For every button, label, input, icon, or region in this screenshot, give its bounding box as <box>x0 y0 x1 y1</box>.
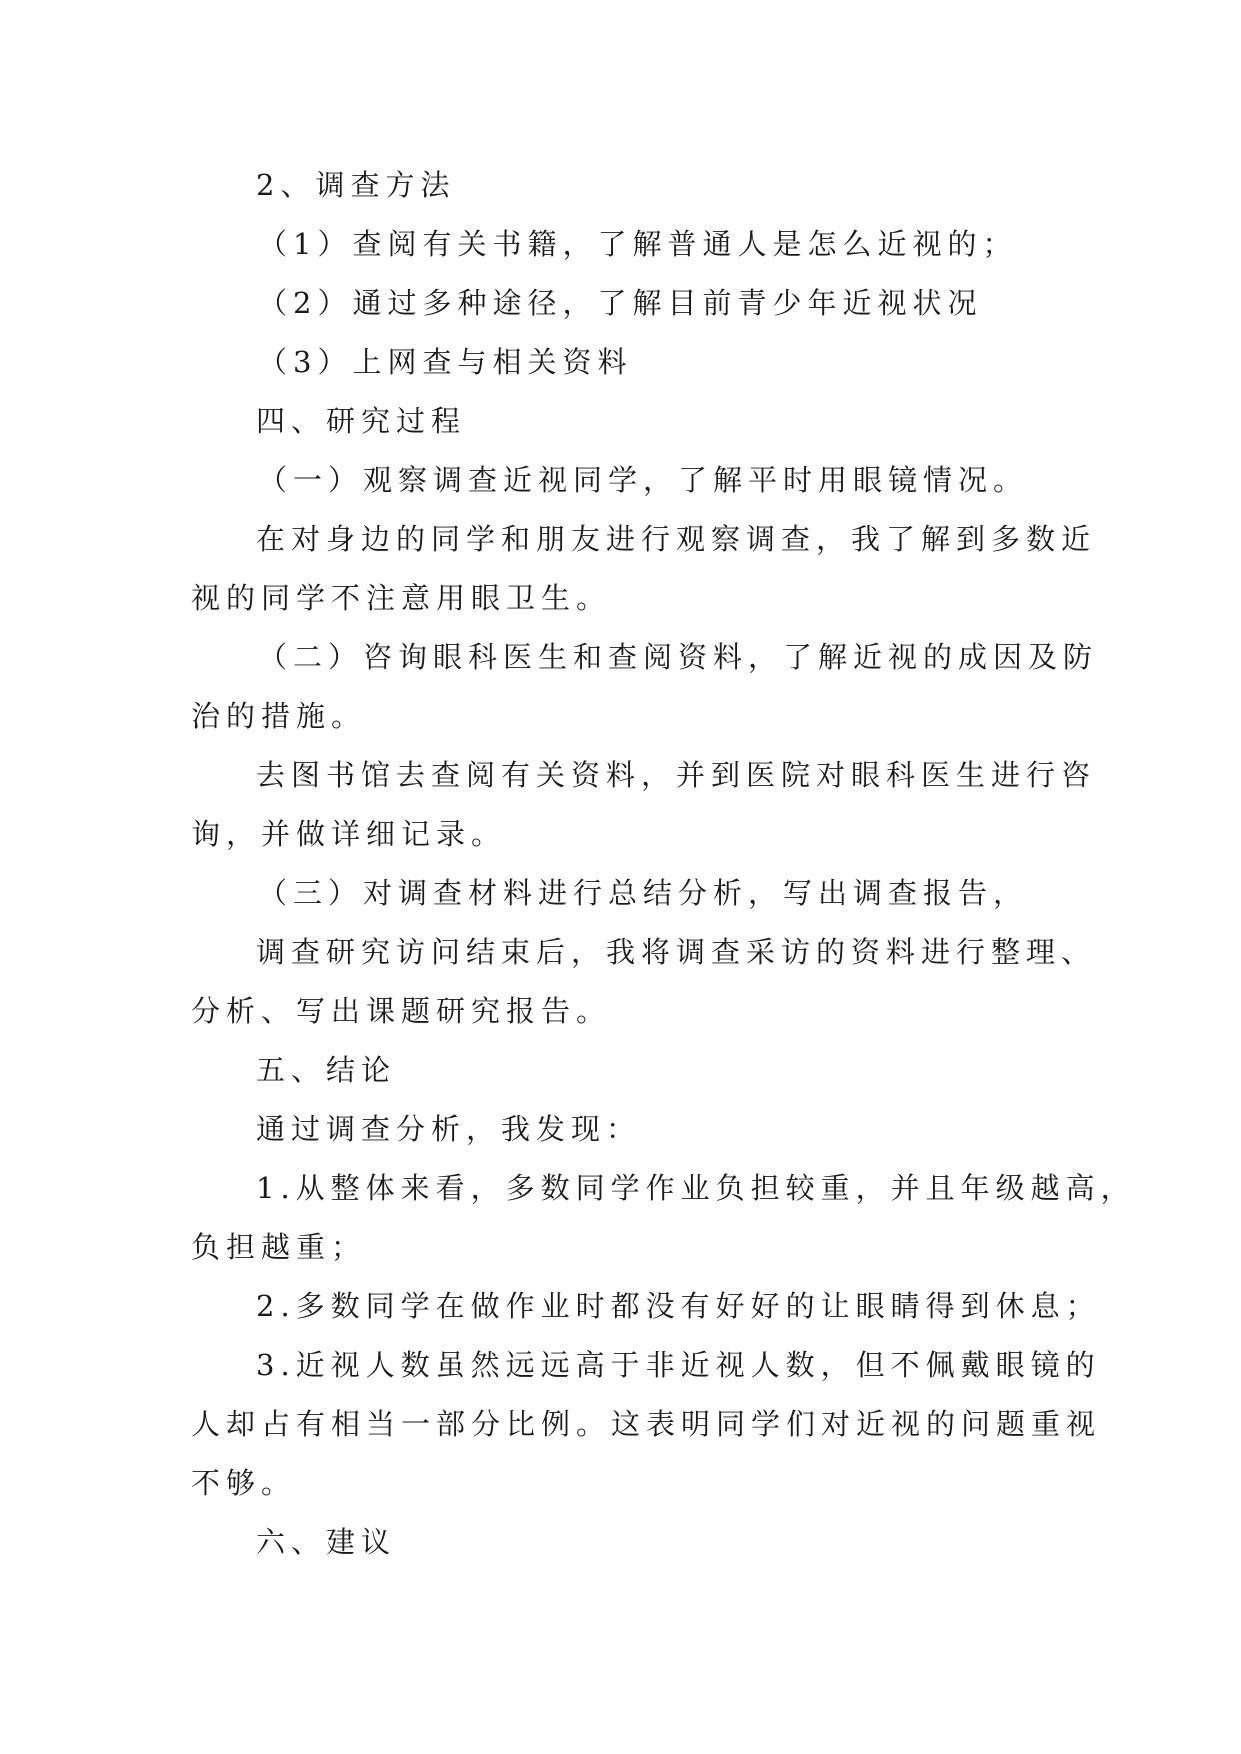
paragraph-line: 通过调查分析，我发现： <box>256 1112 642 1146</box>
paragraph-line: 调查研究访问结束后，我将调查采访的资料进行整理、 <box>256 935 1097 969</box>
paragraph-line: 询，并做详细记录。 <box>191 817 507 851</box>
paragraph-line: 分析、写出课题研究报告。 <box>191 994 612 1028</box>
paragraph-line: 人却占有相当一部分比例。这表明同学们对近视的问题重视 <box>191 1407 1102 1441</box>
paragraph-line: 治的措施。 <box>191 699 367 733</box>
process-subheading-2: （二）咨询眼科医生和查阅资料，了解近视的成因及防 <box>258 640 1099 674</box>
process-subheading-3: （三）对调查材料进行总结分析，写出调查报告， <box>258 876 1029 910</box>
method-item-3: （3）上网查与相关资料 <box>258 345 633 379</box>
conclusion-item-1: 1.从整体来看，多数同学作业负担较重，并且年级越高， <box>256 1171 1136 1205</box>
paragraph-line: 视的同学不注意用眼卫生。 <box>191 581 612 615</box>
paragraph-line: 负担越重； <box>191 1230 367 1264</box>
paragraph-line: 在对身边的同学和朋友进行观察调查，我了解到多数近 <box>256 522 1097 556</box>
paragraph-line: 去图书馆去查阅有关资料，并到医院对眼科医生进行咨 <box>256 758 1097 792</box>
method-item-2: （2）通过多种途径，了解目前青少年近视状况 <box>258 286 983 320</box>
conclusion-item-2: 2.多数同学在做作业时都没有好好的让眼睛得到休息； <box>256 1289 1101 1323</box>
method-item-1: （1）查阅有关书籍，了解普通人是怎么近视的； <box>258 227 1018 261</box>
section-heading-process: 四、研究过程 <box>256 404 467 438</box>
process-subheading-1: （一）观察调查近视同学，了解平时用眼镜情况。 <box>258 463 1029 497</box>
paragraph-line: 不够。 <box>191 1466 297 1500</box>
conclusion-item-3: 3.近视人数虽然远远高于非近视人数，但不佩戴眼镜的 <box>256 1348 1101 1382</box>
section-heading-methods: 2、调查方法 <box>256 168 456 202</box>
section-heading-suggestions: 六、建议 <box>256 1525 397 1559</box>
section-heading-conclusion: 五、结论 <box>256 1053 397 1087</box>
